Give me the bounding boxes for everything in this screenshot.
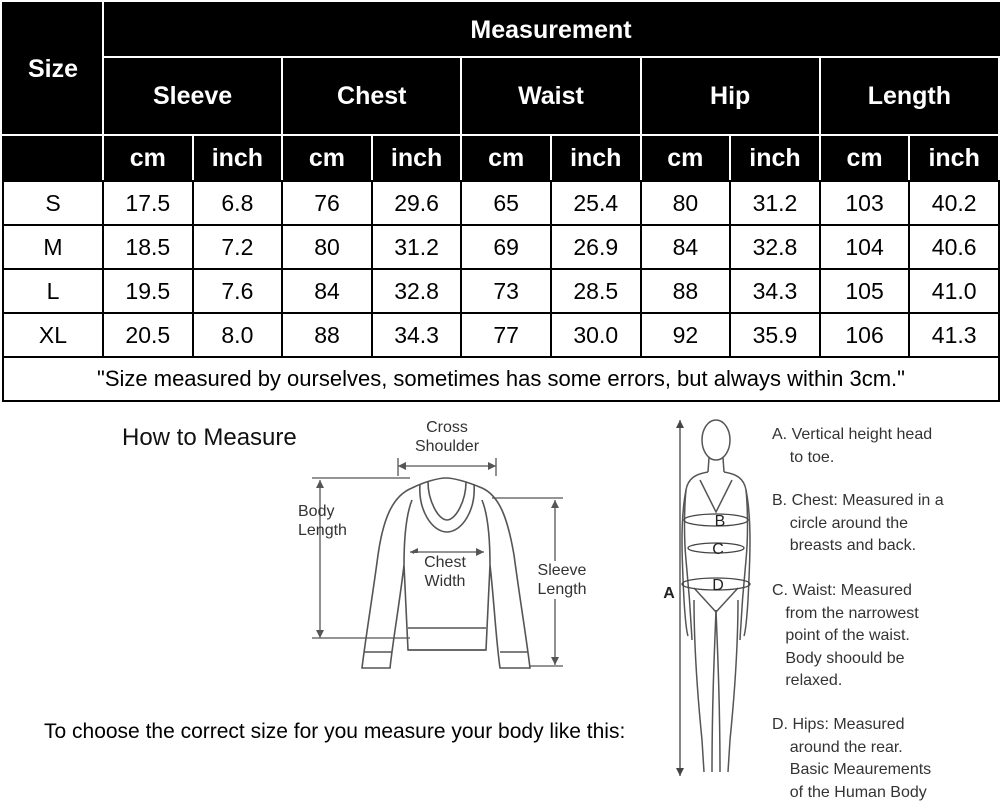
legend-line: Basic Meaurements bbox=[772, 761, 932, 778]
table-cell: 35.9 bbox=[730, 313, 820, 357]
body-length-label-line: Length bbox=[298, 522, 347, 539]
marker-c: C bbox=[712, 541, 724, 558]
table-cell: 31.2 bbox=[372, 225, 462, 269]
marker-b: B bbox=[714, 513, 726, 530]
unit-header: inch bbox=[730, 135, 820, 181]
unit-header: cm bbox=[282, 135, 372, 181]
table-cell: 40.2 bbox=[909, 181, 999, 225]
waist-header: Waist bbox=[461, 57, 640, 135]
unit-header: cm bbox=[461, 135, 551, 181]
table-cell: 6.8 bbox=[193, 181, 283, 225]
hip-header: Hip bbox=[641, 57, 820, 135]
table-cell: 20.5 bbox=[103, 313, 193, 357]
unit-header: inch bbox=[551, 135, 641, 181]
chest-width-label-line: Width bbox=[424, 573, 466, 590]
table-cell: 106 bbox=[820, 313, 910, 357]
sleeve-length-label-line: Sleeve bbox=[537, 562, 587, 579]
size-header: Size bbox=[3, 3, 103, 135]
legend-item-a bbox=[772, 424, 932, 469]
table-cell: 7.6 bbox=[193, 269, 283, 313]
table-cell: 31.2 bbox=[730, 181, 820, 225]
table-cell: 105 bbox=[820, 269, 910, 313]
table-cell: 26.9 bbox=[551, 225, 641, 269]
table-cell: 80 bbox=[282, 225, 372, 269]
legend-line: of the Human Body bbox=[772, 783, 927, 801]
sleeve-header: Sleeve bbox=[103, 57, 282, 135]
table-cell: 19.5 bbox=[103, 269, 193, 313]
table-cell: 29.6 bbox=[372, 181, 462, 225]
legend-line: Body shoould be bbox=[772, 649, 905, 667]
legend-line: relaxed. bbox=[772, 672, 843, 689]
table-cell: 40.6 bbox=[909, 225, 999, 269]
table-cell: 103 bbox=[820, 181, 910, 225]
measurement-header: Measurement bbox=[103, 3, 999, 57]
legend-line: C. Waist: Measured bbox=[772, 582, 912, 599]
legend-item-d bbox=[772, 714, 931, 804]
unit-header: inch bbox=[372, 135, 462, 181]
unit-header: cm bbox=[103, 135, 193, 181]
size-cell: S bbox=[3, 181, 103, 225]
table-cell: 65 bbox=[461, 181, 551, 225]
table-cell: 84 bbox=[641, 225, 731, 269]
legend-line: from the narrowest bbox=[772, 604, 919, 622]
legend-line: B. Chest: Measured in a bbox=[772, 492, 944, 509]
table-cell: 76 bbox=[282, 181, 372, 225]
table-cell: 34.3 bbox=[730, 269, 820, 313]
legend-item-c bbox=[772, 580, 919, 693]
table-cell: 34.3 bbox=[372, 313, 462, 357]
cross-shoulder-label-line: Cross bbox=[426, 419, 468, 436]
unit-header: cm bbox=[820, 135, 910, 181]
length-header: Length bbox=[820, 57, 999, 135]
table-cell: 41.3 bbox=[909, 313, 999, 357]
unit-header: inch bbox=[193, 135, 283, 181]
legend-line: to toe. bbox=[772, 448, 835, 466]
table-cell: 84 bbox=[282, 269, 372, 313]
legend-line: around the rear. bbox=[772, 738, 903, 756]
unit-header: cm bbox=[641, 135, 731, 181]
legend-line: circle around the bbox=[772, 514, 909, 532]
table-cell: 92 bbox=[641, 313, 731, 357]
cross-shoulder-label-line: Shoulder bbox=[414, 438, 480, 455]
body-length-label-line: Body bbox=[298, 503, 335, 520]
table-cell: 17.5 bbox=[103, 181, 193, 225]
how-to-measure-title: How to Measure bbox=[122, 424, 297, 451]
chest-header: Chest bbox=[282, 57, 461, 135]
table-cell: 28.5 bbox=[551, 269, 641, 313]
marker-a: A bbox=[663, 585, 675, 602]
legend-item-b bbox=[772, 490, 944, 558]
unit-header: inch bbox=[909, 135, 999, 181]
table-cell: 41.0 bbox=[909, 269, 999, 313]
table-cell: 30.0 bbox=[551, 313, 641, 357]
marker-d: D bbox=[712, 577, 724, 594]
table-cell: 104 bbox=[820, 225, 910, 269]
table-cell: 32.8 bbox=[372, 269, 462, 313]
table-cell: 18.5 bbox=[103, 225, 193, 269]
table-cell: 73 bbox=[461, 269, 551, 313]
legend-line: A. Vertical height head bbox=[772, 426, 933, 443]
table-cell: 88 bbox=[641, 269, 731, 313]
size-cell: M bbox=[3, 225, 103, 269]
table-cell: 77 bbox=[461, 313, 551, 357]
chest-width-label-line: Chest bbox=[424, 554, 466, 571]
table-cell: 80 bbox=[641, 181, 731, 225]
table-cell: 69 bbox=[461, 225, 551, 269]
instruction-text: To choose the correct size for you measure your body like this: bbox=[44, 720, 626, 743]
table-cell: 25.4 bbox=[551, 181, 641, 225]
measurement-note: "Size measured by ourselves, sometimes has some errors, but always within 3cm." bbox=[3, 357, 999, 401]
table-cell: 88 bbox=[282, 313, 372, 357]
legend-line: point of the waist. bbox=[772, 627, 910, 644]
table-cell: 8.0 bbox=[193, 313, 283, 357]
table-cell: 32.8 bbox=[730, 225, 820, 269]
table-cell: 7.2 bbox=[193, 225, 283, 269]
size-cell: L bbox=[3, 269, 103, 313]
sleeve-length-label-line: Length bbox=[537, 581, 587, 598]
legend-line: D. Hips: Measured bbox=[772, 716, 905, 733]
legend-line: breasts and back. bbox=[772, 537, 917, 554]
size-cell: XL bbox=[3, 313, 103, 357]
